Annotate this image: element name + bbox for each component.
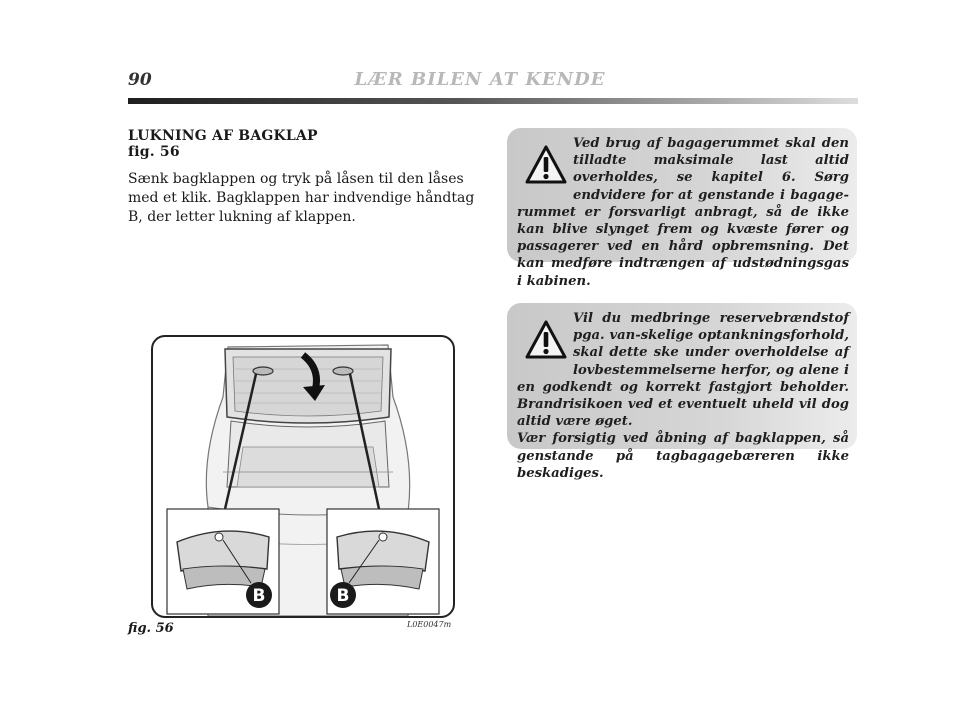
warning-text-1: Ved brug af bagagerummet skal den tilladte maksimale last altid overholdes, se kapitel 6. Sørg endvidere for at genstande i bagage-rummet er forsvarligt anbragt, så de ikke kan blive slynget frem og kvæste fører og passagerer ved en hård opbremsning. Det kan medføre indtrængen af udstødningsgas i kabinen. xyxy=(517,136,849,289)
tailgate-illustration xyxy=(153,337,453,616)
section-heading: LUKNING AF BAGKLAP xyxy=(128,128,318,144)
warning-box-2 xyxy=(507,303,857,481)
warning-triangle-icon xyxy=(525,145,567,189)
body-paragraph: Sænk bagklappen og tryk på låsen til den låses med et klik. Bagklappen har indvendige håndtag B, der letter lukning af klappen. xyxy=(128,171,475,225)
page-number: 90 xyxy=(128,70,152,90)
warning-triangle-icon xyxy=(525,320,567,364)
header-rule xyxy=(128,98,858,104)
warning-text-2: Vil du medbringe reservebrændstof pga. van-skelige optankningsforhold, skal dette ske under overholdelse af lovbestemmelserne herfor, og alene i en godkendt og korrekt fastgjort beholder. Brandrisikoen ved et eventuelt uheld vil dog altid være øget. xyxy=(517,311,849,430)
callout-b-left: B xyxy=(252,586,266,606)
warning-box-1 xyxy=(507,128,857,289)
section-fig-ref: fig. 56 xyxy=(128,144,180,160)
figure-code: L0E0047m xyxy=(407,620,452,629)
callout-b-right: B xyxy=(336,586,350,606)
figure-caption: fig. 56 xyxy=(128,621,174,636)
figure-56 xyxy=(151,335,455,618)
section-title xyxy=(128,128,488,160)
warning-text-2b: Vær forsigtig ved åbning af bagklappen, så genstande på tagbagagebæreren ikke beskadiges. xyxy=(517,431,849,481)
running-header: LÆR BILEN AT KENDE xyxy=(354,69,606,90)
